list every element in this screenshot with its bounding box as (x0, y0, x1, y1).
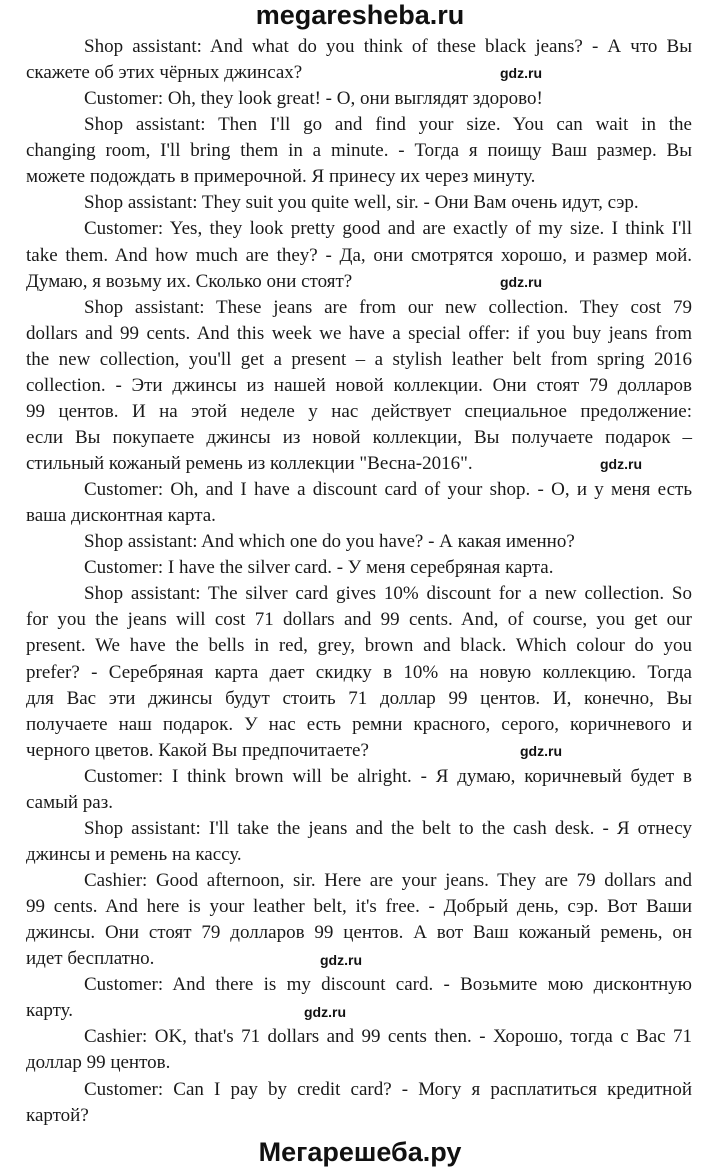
watermark: gdz.ru (320, 952, 362, 968)
dialogue-paragraph (26, 216, 692, 294)
text-line: стильный кожаный ремень из коллекции "Весна-2016". (26, 453, 473, 474)
text-line: Customer: Yes, they look pretty good and are exactly of my size. I think I'll (84, 218, 692, 240)
text-line: Shop assistant: These jeans are from our new collection. They cost 79 (84, 296, 692, 318)
text-line: черного цветов. Какой Вы предпочитаете? (26, 739, 369, 761)
text-line: Cashier: OK, that's 71 dollars and 99 cents then. - Хорошо, тогда с Вас 71 (84, 1026, 692, 1048)
text-line: collection. - Эти джинсы из нашей новой коллекции. Они стоят 79 долларов (26, 374, 692, 396)
text-line: present. We have the bells in red, grey, brown and black. Which colour do you (26, 635, 692, 657)
text-line: Customer: And there is my discount card. - Возьмите мою дисконтную (84, 974, 692, 996)
text-line: Shop assistant: They suit you quite well, sir. - Они Вам очень идут, сэр. (84, 192, 639, 214)
text-line: доллар 99 центов. (26, 1052, 171, 1074)
site-header-logo: megaresheba.ru (255, 0, 465, 30)
text-line: the new collection, you'll get a present – a stylish leather belt from spring 2016 (26, 348, 692, 370)
text-line: можете подождать в примерочной. Я принесу их через минуту. (26, 166, 536, 188)
text-line: Shop assistant: And what do you think of these black jeans? - А что Вы (84, 36, 692, 57)
text-line: prefer? - Серебряная карта дает скидку в 10% на новую коллекцию. Тогда (26, 661, 692, 683)
text-line: Customer: Oh, they look great! - О, они выглядят здорово! (84, 88, 543, 110)
dialogue-paragraph (26, 529, 692, 555)
text-line: скажете об этих чёрных джинсах? (26, 62, 303, 84)
text-line: take them. And how much are they? - Да, они смотрятся хорошо, и размер мой. (26, 244, 692, 266)
text-line: карту. (26, 1000, 74, 1022)
dialogue-paragraph (26, 764, 692, 816)
text-line: Cashier: Good afternoon, sir. Here are your jeans. They are 79 dollars and (84, 870, 692, 891)
watermark: gdz.ru (500, 65, 542, 81)
dialogue-paragraph (26, 1024, 692, 1076)
text-line: 99 центов. И на этой неделе у нас действует специальное предолжение: (26, 400, 692, 422)
dialogue-paragraph (26, 112, 692, 190)
text-line: джинсы и ремень на кассу. (26, 843, 242, 865)
dialogue-paragraph (26, 555, 692, 581)
text-line: Shop assistant: Then I'll go and find your size. You can wait in the (84, 114, 692, 136)
dialogue-paragraph (26, 86, 692, 112)
text-line: джинсы. Они стоят 79 долларов 99 центов. А вот Ваш кожаный ремень, он (26, 922, 692, 944)
text-line: если Вы покупаете джинсы из новой коллекции, Вы получаете подарок – (26, 426, 692, 448)
site-footer-logo: Мегарешеба.ру (258, 1137, 462, 1167)
dialogue-paragraph (26, 816, 692, 868)
text-line: Думаю, я возьму их. Сколько они стоят? (26, 270, 353, 292)
text-line: идет бесплатно. (26, 948, 155, 970)
text-line: Customer: I have the silver card. - У меня серебряная карта. (84, 557, 554, 579)
text-line: ваша дисконтная карта. (26, 505, 216, 527)
text-line: Shop assistant: The silver card gives 10% discount for a new collection. So (84, 583, 692, 605)
text-line: для Вас эти джинсы будут стоить 71 доллар 99 центов. И, конечно, Вы (26, 687, 692, 709)
text-line: changing room, I'll bring them in a minute. - Тогда я поищу Ваш размер. Вы (26, 140, 692, 162)
dialogue-paragraph (26, 972, 692, 1024)
text-line: Shop assistant: I'll take the jeans and the belt to the cash desk. - Я отнесу (84, 817, 692, 839)
text-line: Shop assistant: And which one do you have? - А какая именно? (84, 531, 575, 553)
dialogue-paragraph (26, 34, 692, 86)
watermark: gdz.ru (520, 743, 562, 759)
watermark: gdz.ru (304, 1004, 346, 1020)
dialogue-paragraph (26, 477, 692, 529)
text-line: получаете наш подарок. У нас есть ремни красного, серого, коричневого и (26, 713, 692, 735)
text-line: 99 cents. And here is your leather belt, it's free. - Добрый день, сэр. Вот Ваши (26, 896, 692, 918)
text-line: dollars and 99 cents. And this week we have a special offer: if you buy jeans from (26, 322, 692, 344)
dialogue-paragraph (26, 190, 692, 216)
dialogue-paragraph (26, 1077, 692, 1129)
text-line: Customer: Oh, and I have a discount card of your shop. - О, и у меня есть (84, 479, 692, 501)
text-line: Customer: I think brown will be alright. - Я думаю, коричневый будет в (84, 765, 692, 787)
watermark: gdz.ru (500, 274, 542, 290)
text-line: картой? (26, 1104, 89, 1126)
text-line: Customer: Can I pay by credit card? - Могу я расплатиться кредитной (84, 1078, 692, 1100)
watermark: gdz.ru (600, 456, 642, 472)
text-line: for you the jeans will cost 71 dollars and 99 cents. And, of course, you get our (26, 609, 692, 631)
dialogue-paragraph (26, 295, 692, 477)
text-line: самый раз. (26, 791, 113, 813)
dialogue-paragraph (26, 581, 692, 763)
